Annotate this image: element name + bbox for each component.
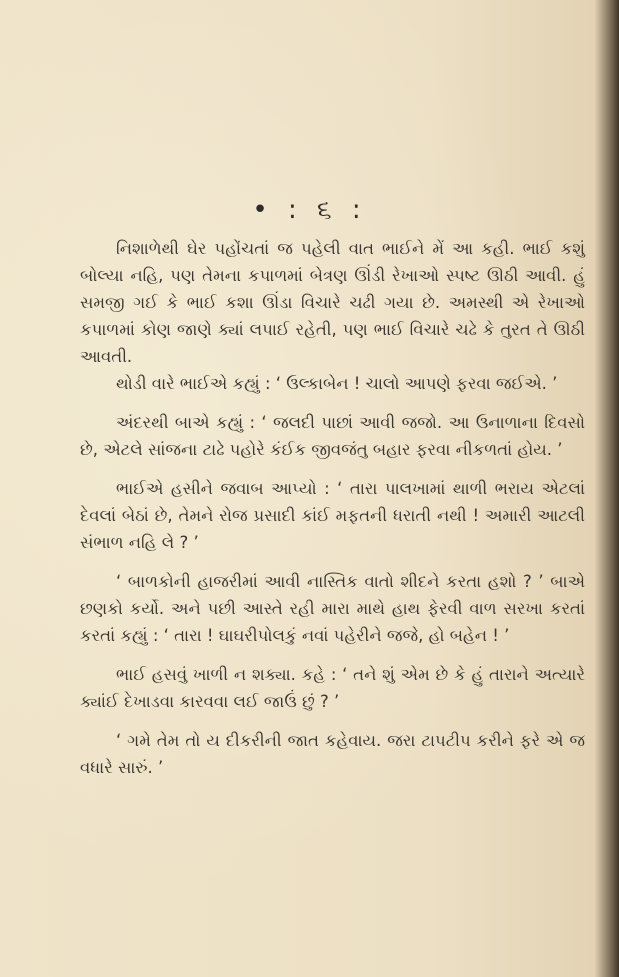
chapter-number: • : ૬ : [252,195,367,225]
paragraph-3: અંદરથી બાએ કહ્યું : ‘ જલદી પાછાં આવી જજો. આ ઉનાળાના દિવસો છે, એટલે સાંજના ટાઢે પહોરે કંઈક જીવજંતુ બહાર ફરવા નીકળતાં હોય. ’ [80,413,585,459]
paragraph-1: નિશાળેથી ઘેર પહોંચતાં જ પહેલી વાત ભાઈને મેં આ કહી. ભાઈ કશું બોલ્યા નહિ, પણ તેમના કપાળમાં બેત્રણ ઊંડી રેખાઓ સ્પષ્ટ ઊઠી આવી. હું સમજી ગઈ કે ભાઈ કશા ઊંડા વિચારે ચઢી ગયા છે. અમસ્થી એ રેખાઓ કપાળમાં કોણ જાણે ક્યાં લપાઈ રહેતી, પણ ભાઈ વિચારે ચઢે કે તુરત તે ઊઠી આવતી. [80,239,585,366]
paragraph-6: ભાઈ હસવું ખાળી ન શક્યા. કહે : ‘ તને શું એમ છે કે હું તારાને અત્યારે ક્યાંઈ દેખાડવા કારવવા લઈ જાઉં છું ? ’ [80,665,585,711]
page-body [80,235,585,793]
paragraph-5: ‘ બાળકોની હાજરીમાં આવી નાસ્તિક વાતો શીદને કરતા હશો ? ’ બાએ છણકો કર્યો. અને પછી આસ્તે રહી મારા માથે હાથ ફેરવી વાળ સરખા કરતાં કરતાં કહ્યું : ‘ તારા ! ઘાઘરીપોલકું નવાં પહેરીને જજે, હો બહેન ! ’ [80,572,585,645]
paragraph-7: ‘ ગમે તેમ તો ય દીકરીની જાત કહેવાય. જરા ટાપટીપ કરીને ફરે એ જ વધારે સારું. ’ [80,731,585,777]
paragraph-4: ભાઈએ હસીને જવાબ આપ્યો : ‘ તારા પાલખામાં થાળી ભરાય એટલાં દેવલાં બેઠાં છે, તેમને રોજ પ્રસાદી કાંઈ મફતની ધરાતી નથી ! અમારી આટલી સંભાળ નહિ લે ? ’ [80,479,585,552]
paragraph-2: થોડી વારે ભાઈએ કહ્યું : ‘ ઉલ્કાબેન ! ચાલો આપણે ફરવા જઈએ. ’ [116,374,558,393]
